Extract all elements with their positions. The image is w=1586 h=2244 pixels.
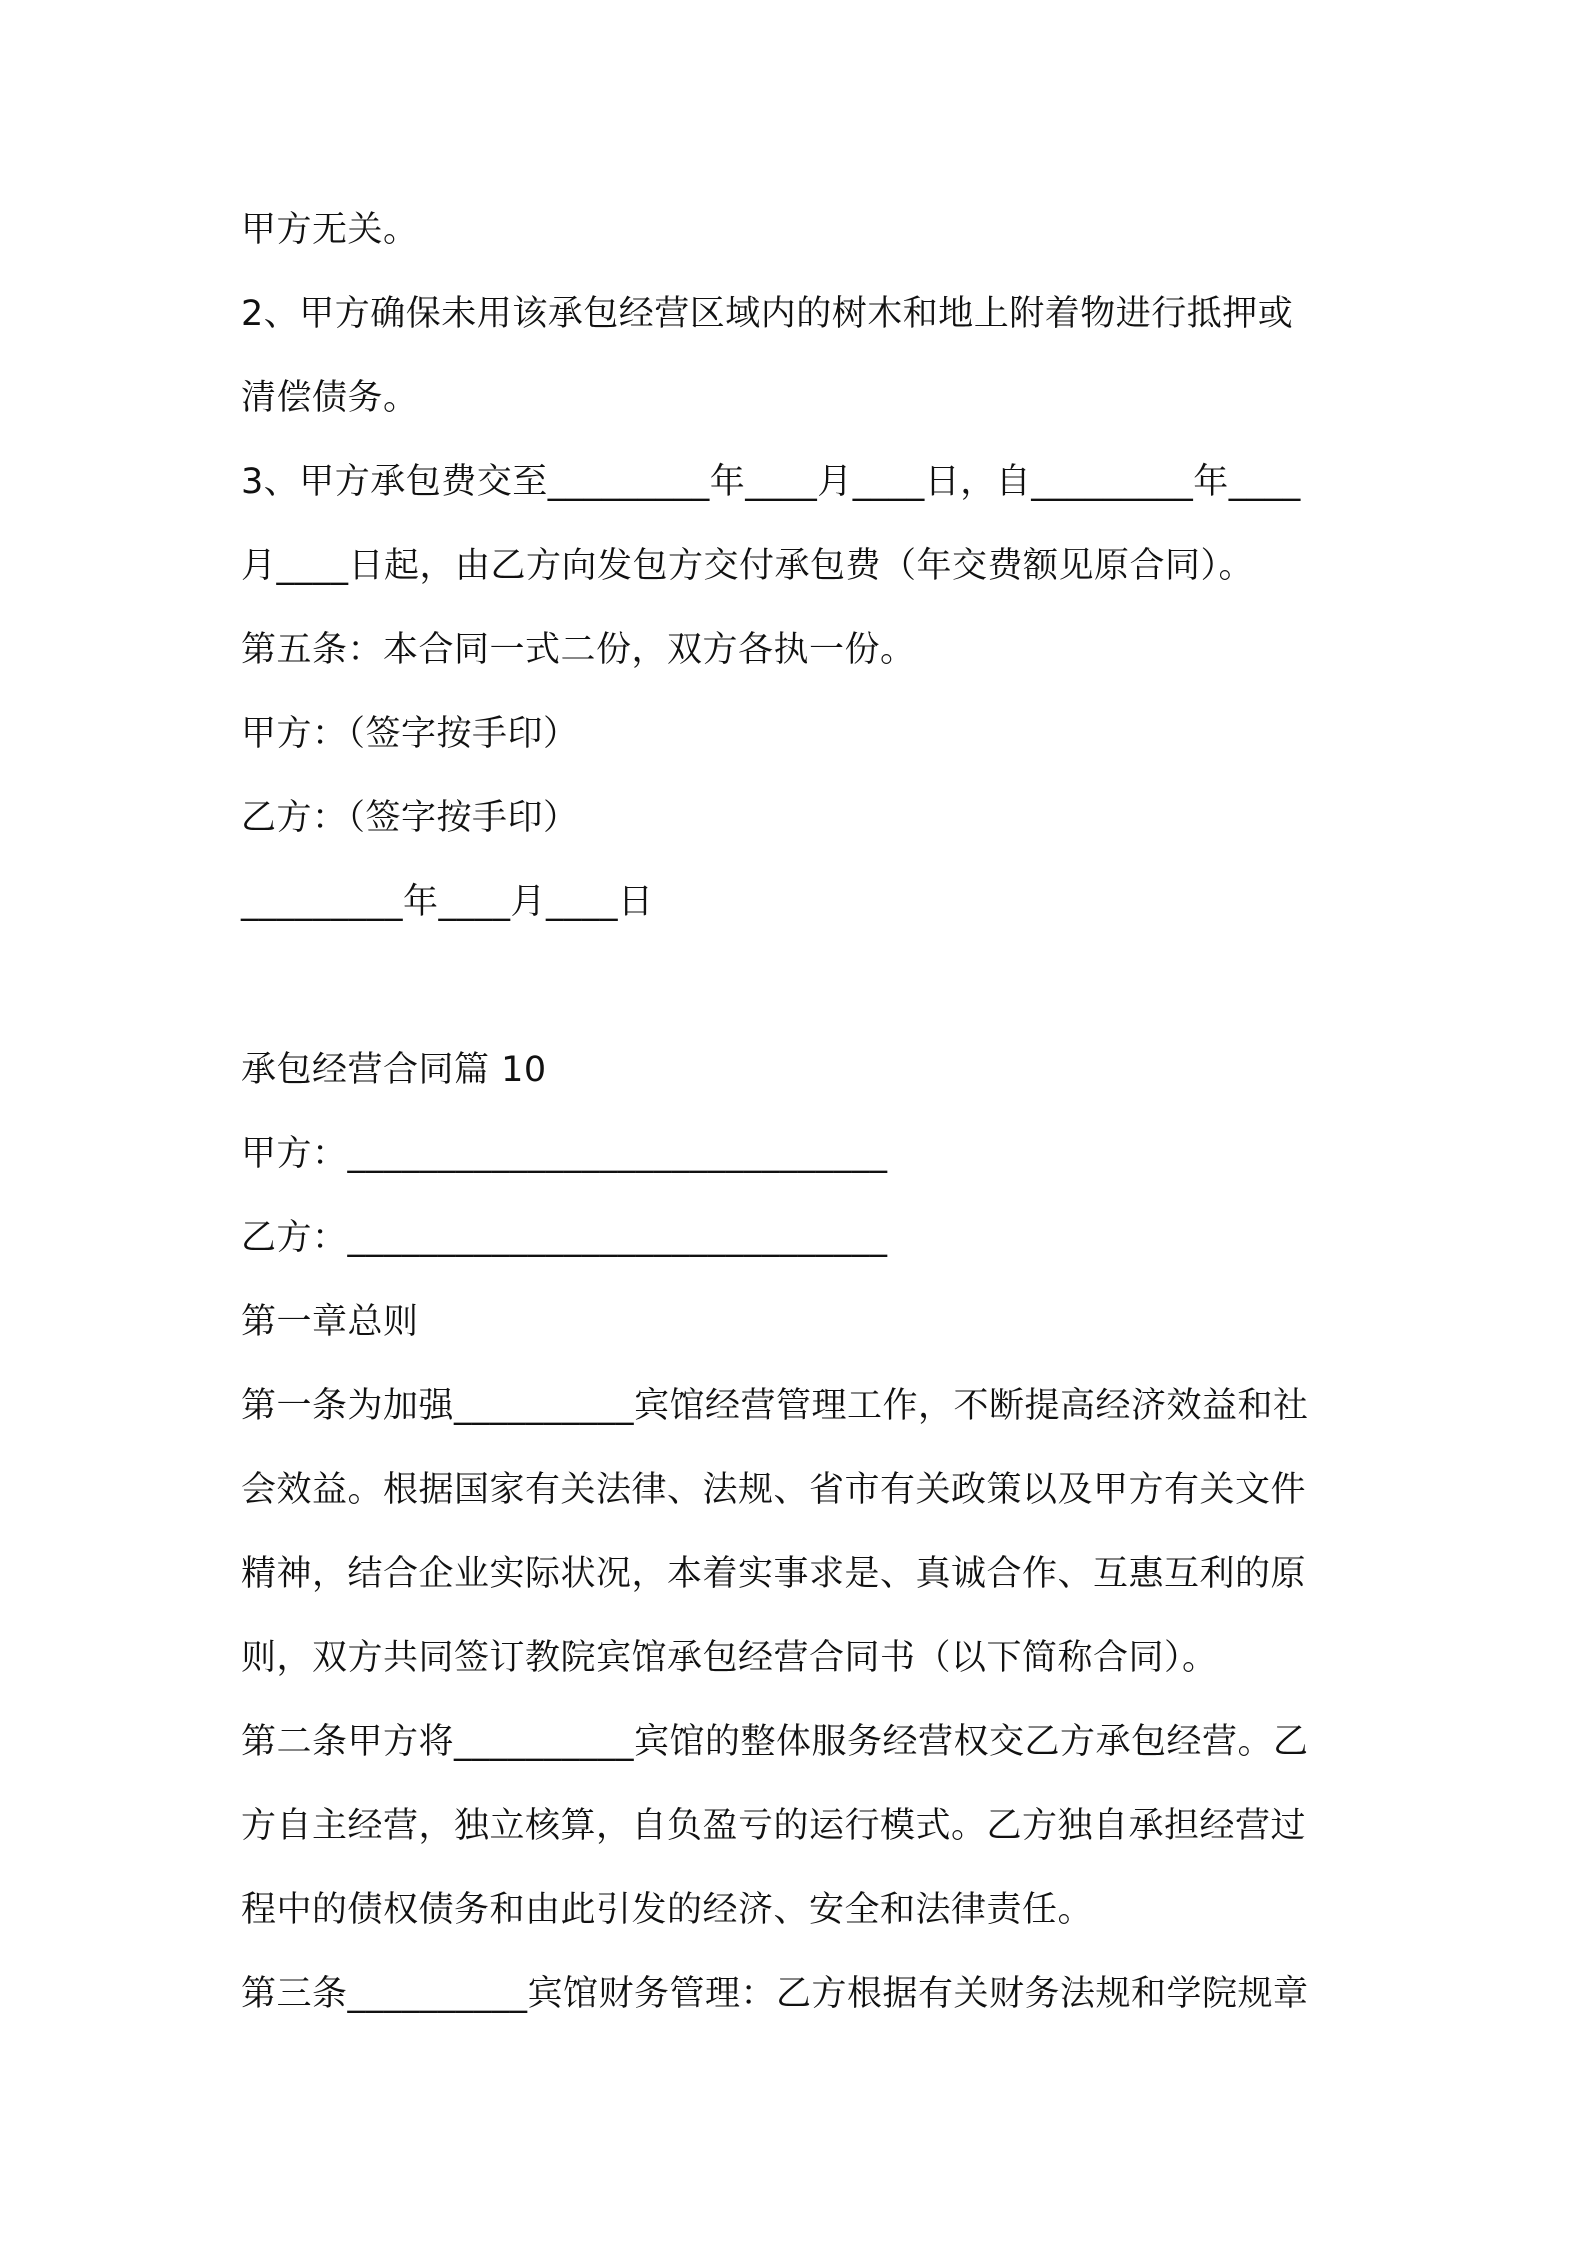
text-line: 乙方：______________________________: [241, 1218, 888, 1258]
text-line: 甲方：（签字按手印）: [241, 714, 579, 754]
text-line: 会效益。根据国家有关法律、法规、省市有关政策以及甲方有关文件: [241, 1470, 1307, 1510]
text-line: 3、甲方承包费交至_________年____月____日，自_________年____: [241, 462, 1301, 502]
text-line: 乙方：（签字按手印）: [241, 798, 579, 838]
text-line: 程中的债权债务和由此引发的经济、安全和法律责任。: [241, 1890, 1094, 1930]
text-line: 甲方：______________________________: [241, 1134, 888, 1174]
text-line: 精神，结合企业实际状况，本着实事求是、真诚合作、互惠互利的原: [241, 1554, 1307, 1594]
text-line: 方自主经营，独立核算，自负盈亏的运行模式。乙方独自承担经营过: [241, 1806, 1307, 1846]
text-line: 清偿债务。: [241, 378, 419, 418]
chapter-heading: 第一章总则: [241, 1302, 419, 1342]
text-line: 月____日起，由乙方向发包方交付承包费（年交费额见原合同）。: [241, 546, 1255, 586]
text-line: 第二条甲方将__________宾馆的整体服务经营权交乙方承包经营。乙: [241, 1722, 1309, 1762]
text-line: 第一条为加强__________宾馆经营管理工作，不断提高经济效益和社: [241, 1386, 1309, 1426]
text-line: 第五条：本合同一式二份，双方各执一份。: [241, 630, 916, 670]
date-line: _________年____月____日: [241, 882, 654, 922]
text-line: 甲方无关。: [241, 210, 419, 250]
text-line: 第三条__________宾馆财务管理：乙方根据有关财务法规和学院规章: [241, 1974, 1309, 2014]
text-line: 则，双方共同签订教院宾馆承包经营合同书（以下简称合同）。: [241, 1638, 1218, 1678]
text-line: 2、甲方确保未用该承包经营区域内的树木和地上附着物进行抵押或: [241, 294, 1294, 334]
section-title: 承包经营合同篇 10: [241, 1050, 547, 1090]
